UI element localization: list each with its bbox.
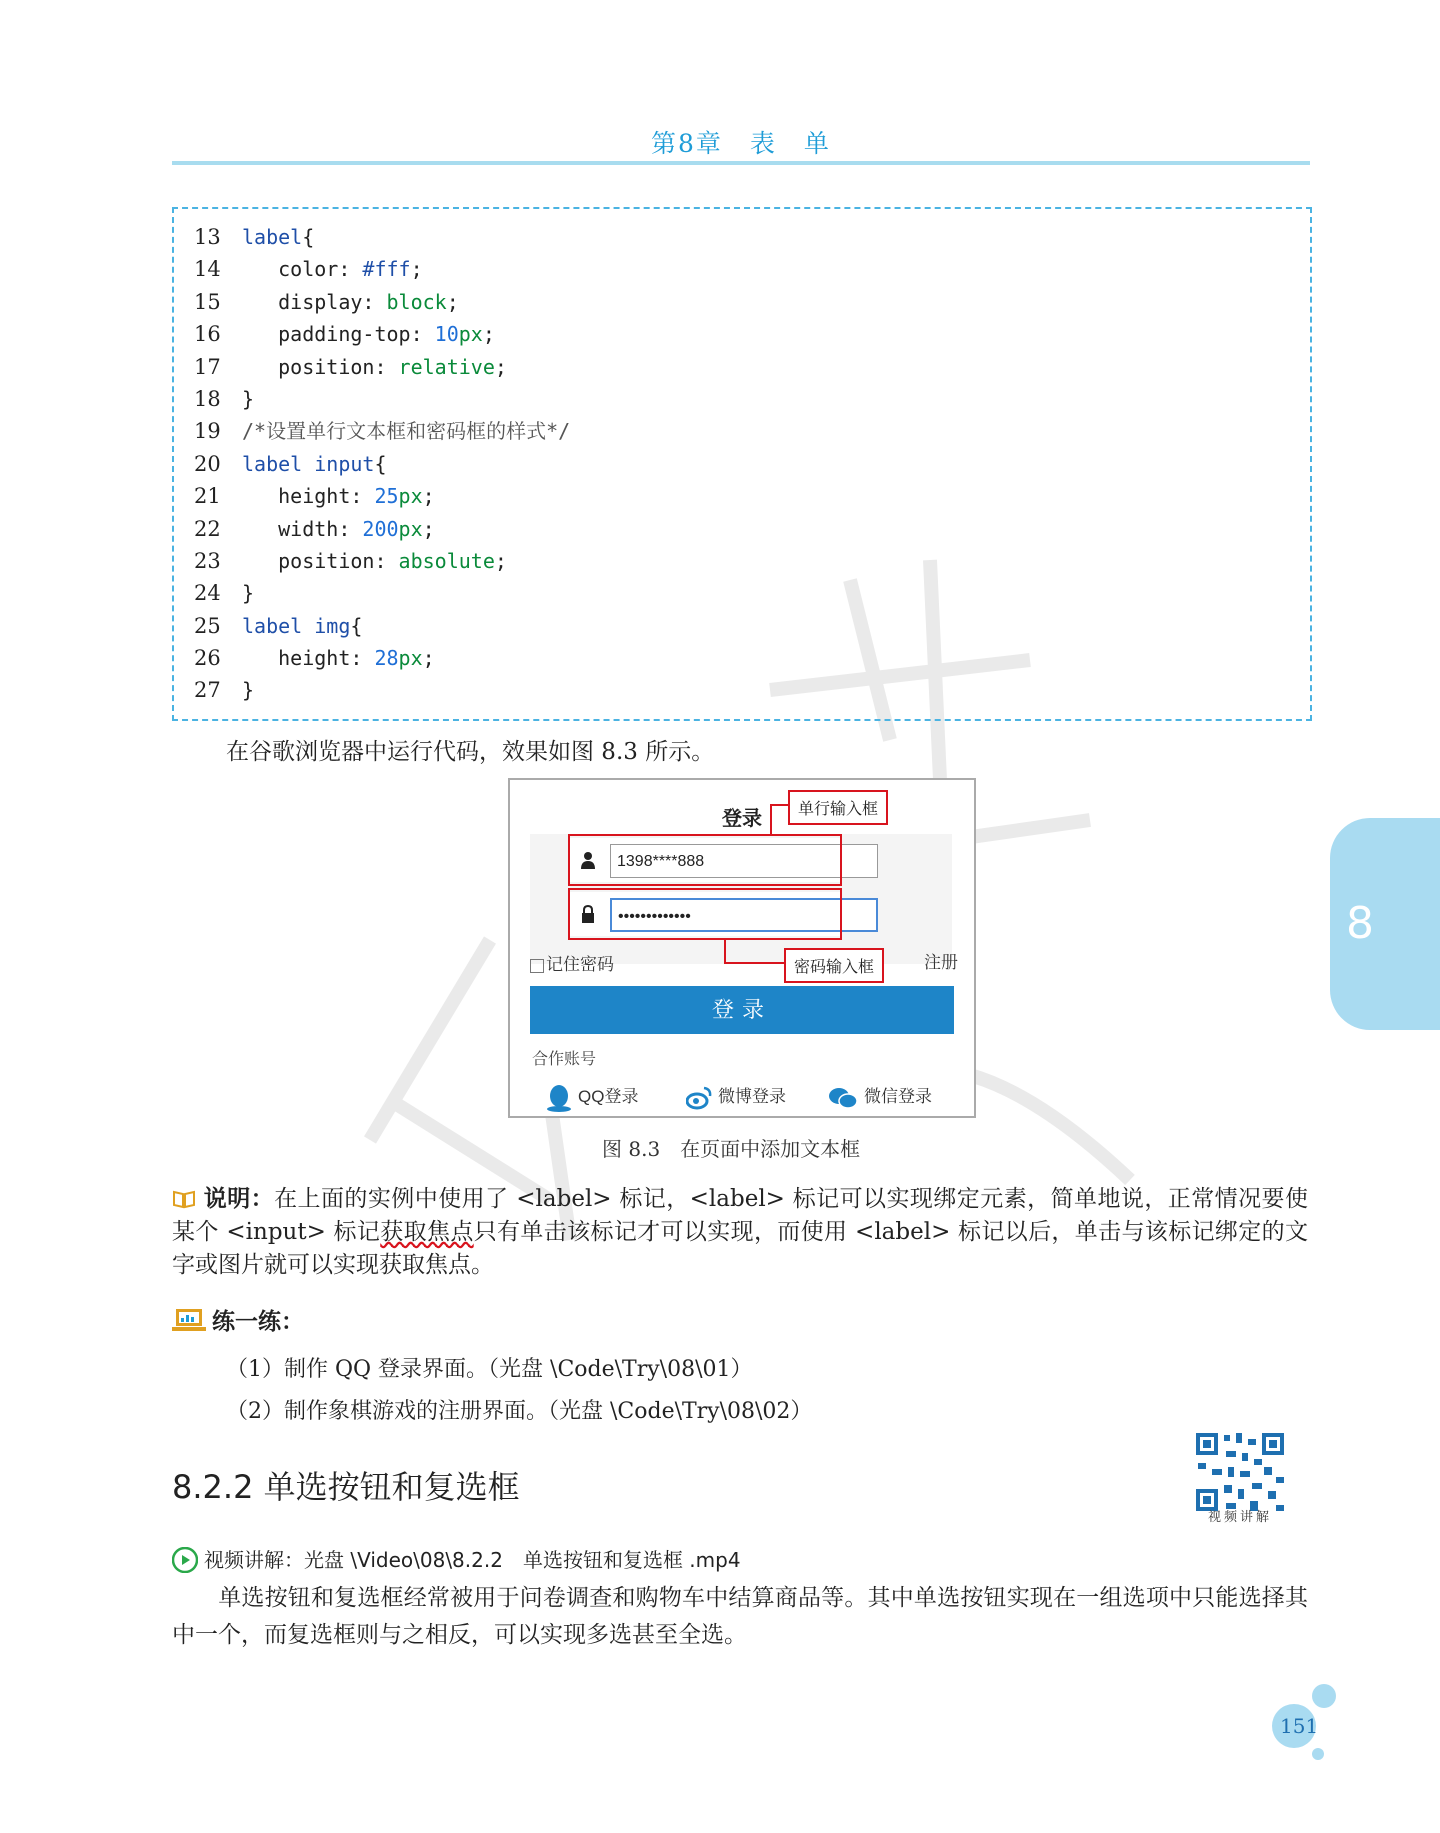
callout-line-1a [770,804,790,806]
code-block [172,207,1312,721]
code-text: label img{ [242,613,363,638]
line-number: 13 [194,225,221,249]
line-number: 26 [194,646,221,671]
username-input[interactable]: 1398****888 [610,844,878,878]
code-text: width: 200px; [242,516,435,541]
code-line [194,351,570,383]
line-number: 18 [194,386,221,411]
section-title: 8.2.2 单选按钮和复选框 [172,1468,520,1506]
code-line [194,674,570,706]
video-icon [172,1547,198,1573]
coop-account-label: 合作账号 [532,1051,597,1068]
page-number-badge [1268,1680,1338,1760]
line-number: 27 [194,678,221,703]
intro-paragraph: 在谷歌浏览器中运行代码，效果如图 8.3 所示。 [226,739,715,765]
code-line [194,480,570,512]
video-link[interactable] [172,1544,741,1573]
note-label: 说明： [203,1186,275,1212]
practice-title: 练一练： [212,1309,304,1335]
code-text: color: #fff; [242,257,423,282]
password-input[interactable]: ••••••••••••• [610,898,878,932]
chapter-header: 第8章 表 单 [651,129,831,158]
practice-heading [172,1303,304,1336]
side-tab-number: 8 [1346,898,1374,949]
code-text: /*设置单行文本框和密码框的样式*/ [242,419,571,444]
line-number: 21 [194,484,221,509]
code-text: height: 28px; [242,646,435,671]
line-number: 16 [194,322,221,347]
code-line [194,318,570,350]
line-number: 24 [194,581,221,606]
line-number: 19 [194,419,221,444]
practice-item-1: （1）制作 QQ 登录界面。（光盘 \Code\Try\08\01） [226,1357,753,1382]
remember-password[interactable] [530,950,614,975]
callout-password: 密码输入框 [784,948,884,983]
code-text: label{ [242,225,315,249]
note-text-1: 在上面的实例中使用了 <label> 标记，<label> 标记可以实现绑定元素，简单地说，正常情况要使某个 <input> 标记 [172,1186,1309,1245]
qq-login-label: QQ登录 [578,1087,639,1106]
body-text: 单选按钮和复选框经常被用于问卷调查和购物车中结算商品等。其中单选按钮实现在一组选项中只能选择其中一个，而复选框则与之相反，可以实现多选甚至全选。 [172,1585,1308,1648]
weibo-login-label: 微博登录 [718,1087,786,1106]
body-paragraph [172,1580,1308,1654]
remember-checkbox[interactable] [530,959,544,973]
wechat-login[interactable] [828,1082,932,1110]
password-highlight [568,888,842,940]
line-number: 20 [194,451,221,476]
code-text: label input{ [242,451,387,476]
code-line [194,253,570,285]
callout-line-1b [770,804,772,836]
qr-label: 视频讲解 [1207,1510,1272,1525]
figure-login-title: 登录 [722,808,762,830]
wechat-login-label: 微信登录 [864,1087,932,1106]
code-line [194,415,570,447]
line-number: 23 [194,548,221,573]
figure-caption: 图 8.3 在页面中添加文本框 [602,1137,861,1161]
line-number: 22 [194,516,221,541]
code-line [194,221,570,253]
line-number: 17 [194,354,221,379]
code-text: } [242,581,255,606]
qq-login[interactable] [546,1082,638,1112]
code-line [194,448,570,480]
login-button[interactable]: 登录 [530,986,954,1034]
weibo-login[interactable] [686,1082,786,1110]
wechat-icon [828,1086,858,1110]
code-text: position: relative; [242,354,507,379]
code-text: height: 25px; [242,484,435,509]
qq-icon [546,1084,572,1112]
line-number: 14 [194,257,221,282]
line-number: 25 [194,613,221,638]
line-number: 15 [194,289,221,314]
remember-label: 记住密码 [546,955,614,974]
practice-item-2: （2）制作象棋游戏的注册界面。（光盘 \Code\Try\08\02） [226,1399,813,1424]
code-line [194,577,570,609]
callout-line-2a [724,940,726,964]
code-lines [194,221,570,707]
callout-line-2b [724,962,786,964]
page-number: 151 [1280,1714,1319,1738]
code-text: } [242,386,255,411]
code-text: padding-top: 10px; [242,322,495,347]
code-line [194,383,570,415]
note-paragraph [172,1183,1308,1282]
note-text-squiggle: 获取焦点 [380,1219,474,1245]
code-text: } [242,678,255,703]
laptop-icon [172,1307,206,1333]
code-line [194,545,570,577]
header-rule [172,161,1310,165]
code-line [194,610,570,642]
code-text: display: block; [242,289,459,314]
chapter-side-tab [1330,818,1440,1030]
register-link[interactable]: 注册 [924,953,958,972]
weibo-icon [686,1086,712,1110]
note-text-2: 只有单击该标记才可以实现，而使用 <label> 标记以后，单击与该标记绑定的文字或图片就可以实现获取焦点。 [172,1219,1308,1278]
code-text: position: absolute; [242,548,507,573]
code-line [194,642,570,674]
text-input-highlight [568,834,842,886]
code-line [194,513,570,545]
code-line [194,286,570,318]
login-figure [508,778,976,1118]
video-text: 视频讲解：光盘 \Video\08\8.2.2 单选按钮和复选框 .mp4 [204,1548,741,1572]
book-icon [172,1189,196,1209]
callout-text-input: 单行输入框 [788,790,888,825]
